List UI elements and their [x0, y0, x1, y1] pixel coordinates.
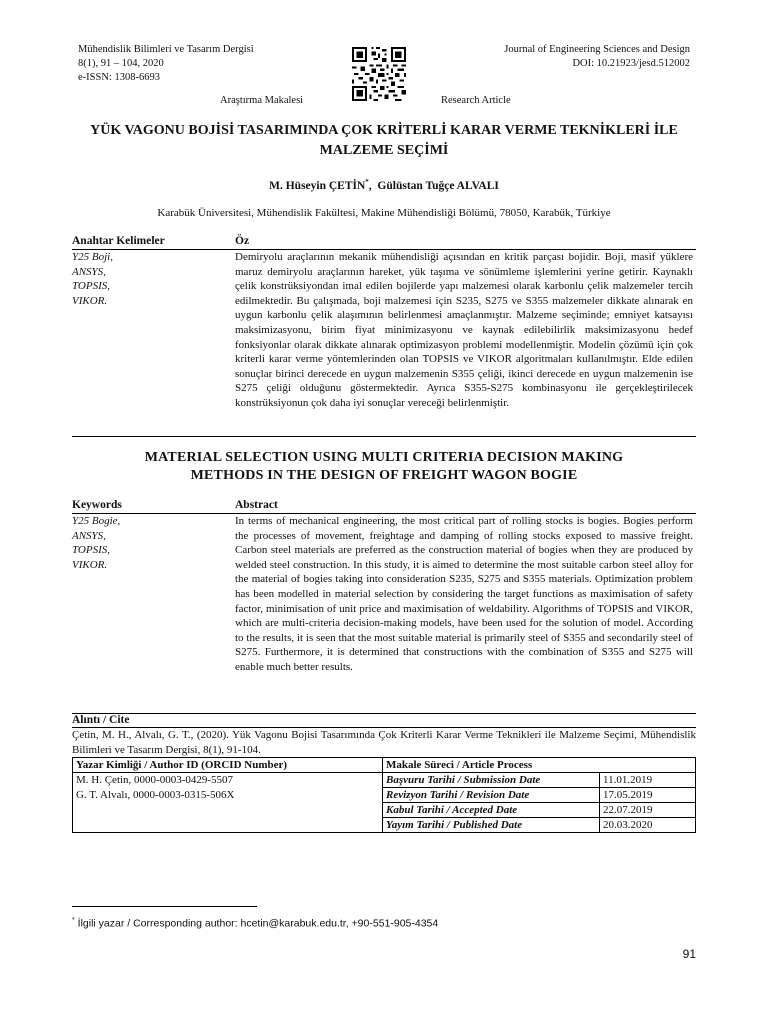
table-row [73, 758, 696, 773]
process-date: 11.01.2019 [600, 773, 696, 788]
keyword: Y25 Bogie, [72, 515, 121, 527]
abstract-en: In terms of mechanical engineering, the most critical part of rolling stocks is bogies. Bogies perform the processes of movement, freightage and damping of rolling stocks exposed to massive freight. Carbon steel materials are preferred as the construction material of bogies when they are produced by welded steel construction. In this study, it is aimed to determine the most suitable carbon steel alloy for the material of bogies taking into consideration S235, S275 and S355 materials. Optimization problem has been modelled in material selection by considering the target functions as maximisation of safety factor, minimisation of unit price and maximisation of weldability. Algorithms of TOPSIS and VIKOR, which are multi-criteria decision-making models, have been used for the solution of model. According to the results, it is seen that the most suitable material is primarily steel of S355 and secondarily steel of S275. Furthermore, it is determined that constructions with the combination of S355 and S275 will enable much better results. [235, 515, 693, 673]
keywords-en [72, 514, 222, 572]
table-row [73, 818, 696, 833]
footnote-divider [72, 906, 257, 907]
keyword: ANSYS, [72, 529, 106, 542]
orcid-author-2: G. T. Alvalı, 0000-0003-0315-506X [73, 788, 383, 803]
abstract-heading-en: Abstract [235, 499, 278, 511]
process-label: Başvuru Tarihi / Submission Date [383, 773, 600, 788]
process-date: 22.07.2019 [600, 803, 696, 818]
qr-code-icon [352, 47, 406, 101]
author-2: Gülüstan Tuğçe ALVALI [377, 179, 499, 192]
process-date: 17.05.2019 [600, 788, 696, 803]
journal-name-tr: Mühendislik Bilimleri ve Tasarım Dergisi [78, 44, 254, 55]
keywords-tr [72, 250, 222, 308]
keywords-heading-tr: Anahtar Kelimeler [72, 235, 165, 247]
article-process-table [72, 757, 696, 833]
article-type-en: Research Article [441, 95, 511, 106]
journal-issn: e-ISSN: 1308-6693 [78, 72, 160, 83]
title-tr-line-2: MALZEME SEÇİMİ [319, 143, 449, 158]
divider [72, 436, 696, 437]
footnote-mark: * [72, 917, 75, 924]
title-en [72, 449, 696, 485]
abstract-heading-tr: Öz [235, 235, 250, 247]
title-en-line-1: MATERIAL SELECTION USING MULTI CRITERIA DECISION MAKING [144, 450, 624, 465]
keywords-heading-en: Keywords [72, 499, 122, 511]
title-en-line-2: METHODS IN THE DESIGN OF FREIGHT WAGON BOGIE [190, 468, 578, 483]
journal-header-right [420, 43, 690, 71]
keyword: VIKOR. [72, 294, 108, 307]
title-tr-line-1: YÜK VAGONU BOJİSİ TASARIMINDA ÇOK KRİTERLİ KARAR VERME TEKNİKLERİ İLE [90, 123, 678, 138]
page-number: 91 [682, 947, 696, 961]
footnote [72, 917, 438, 930]
keyword: VIKOR. [72, 558, 108, 571]
table-row [73, 788, 696, 803]
corresponding-mark: * [365, 178, 369, 186]
footnote-text: İlgili yazar / Corresponding author: hcetin@karabuk.edu.tr, +90-551-905-4354 [77, 917, 439, 930]
author-id-heading: Yazar Kimliği / Author ID (ORCID Number) [73, 758, 383, 773]
citation-text: Çetin, M. H., Alvalı, G. T., (2020). Yük Vagonu Bojisi Tasarımında Çok Kriterli Karar Verme Teknikleri ile Malzeme Seçimi, Mühendislik Bilimleri ve Tasarım Dergisi, 8(1), 91-104. [72, 729, 696, 756]
orcid-empty-cell [73, 818, 383, 833]
process-date: 20.03.2020 [600, 818, 696, 833]
journal-doi: DOI: 10.21923/jesd.512002 [572, 58, 690, 69]
keyword: TOPSIS, [72, 280, 110, 293]
process-label: Revizyon Tarihi / Revision Date [383, 788, 600, 803]
author-1: M. Hüseyin ÇETİN [269, 179, 366, 192]
journal-issue: 8(1), 91 – 104, 2020 [78, 58, 164, 69]
keyword: Y25 Boji, [72, 251, 113, 263]
keyword: TOPSIS, [72, 544, 110, 557]
keyword: ANSYS, [72, 265, 106, 278]
process-label: Yayım Tarihi / Published Date [383, 818, 600, 833]
title-tr [72, 121, 696, 161]
cite-heading: Alıntı / Cite [72, 714, 130, 726]
orcid-author-1: M. H. Çetin, 0000-0003-0429-5507 [73, 773, 383, 788]
article-process-heading: Makale Süreci / Article Process [383, 758, 696, 773]
orcid-empty-cell [73, 803, 383, 818]
process-label: Kabul Tarihi / Accepted Date [383, 803, 600, 818]
authors [72, 178, 696, 192]
divider [72, 713, 696, 714]
abstract-tr: Demiryolu araçlarının mekanik mühendisliği açısından en kritik parçası bojidir. Boji, masif yüklere maruz demiryolu araçlarının hareket, yük taşıma ve sönümleme işlemlerini yerine getirir. Kaynaklı çelik konstrüksiyondan imal edilen bojilerde yapı malzemesi olarak karbonlu çelik malzemeler tercih edilmektedir. Bu çalışmada, boji malzemesi için S235, S275 ve S355 malzemeler dikkate alınarak en uygun karbonlu çelik alaşımının belirlenmesi amaçlanmıştır. Malzeme seçiminde; emniyet katsayısı maksimizasyonu, birim fiyat minimizasyonu ve kaynak edilebilirlik maksimizasyonu hedef fonksiyonlar olarak dikkate alınarak optimizasyon problemi modellenmiştir. Modelin çözümü için çok kriterli karar verme yöntemlerinden olan TOPSIS ve VIKOR algoritmaları kullanılmıştır. Elde edilen sonuçlar birinci derecede en uygun malzemenin S355 çeliği, ikinci derecede en uygun malzemenin ise S275 çeliği olduğunu göstermektedir. Ayrıca S355-S275 kombinasyonu ile gerçekleştirilecek konstrüksiyonun çok daha iyi sonuçlar vereceği belirlenmiştir. [235, 251, 693, 409]
table-row [73, 773, 696, 788]
journal-name-en: Journal of Engineering Sciences and Design [504, 44, 690, 55]
table-row [73, 803, 696, 818]
author-separator: , [368, 179, 372, 192]
affiliation: Karabük Üniversitesi, Mühendislik Fakültesi, Makine Mühendisliği Bölümü, 78050, Karabük, Türkiye [157, 207, 611, 219]
journal-header-left [78, 43, 254, 85]
article-type-tr: Araştırma Makalesi [220, 95, 304, 106]
